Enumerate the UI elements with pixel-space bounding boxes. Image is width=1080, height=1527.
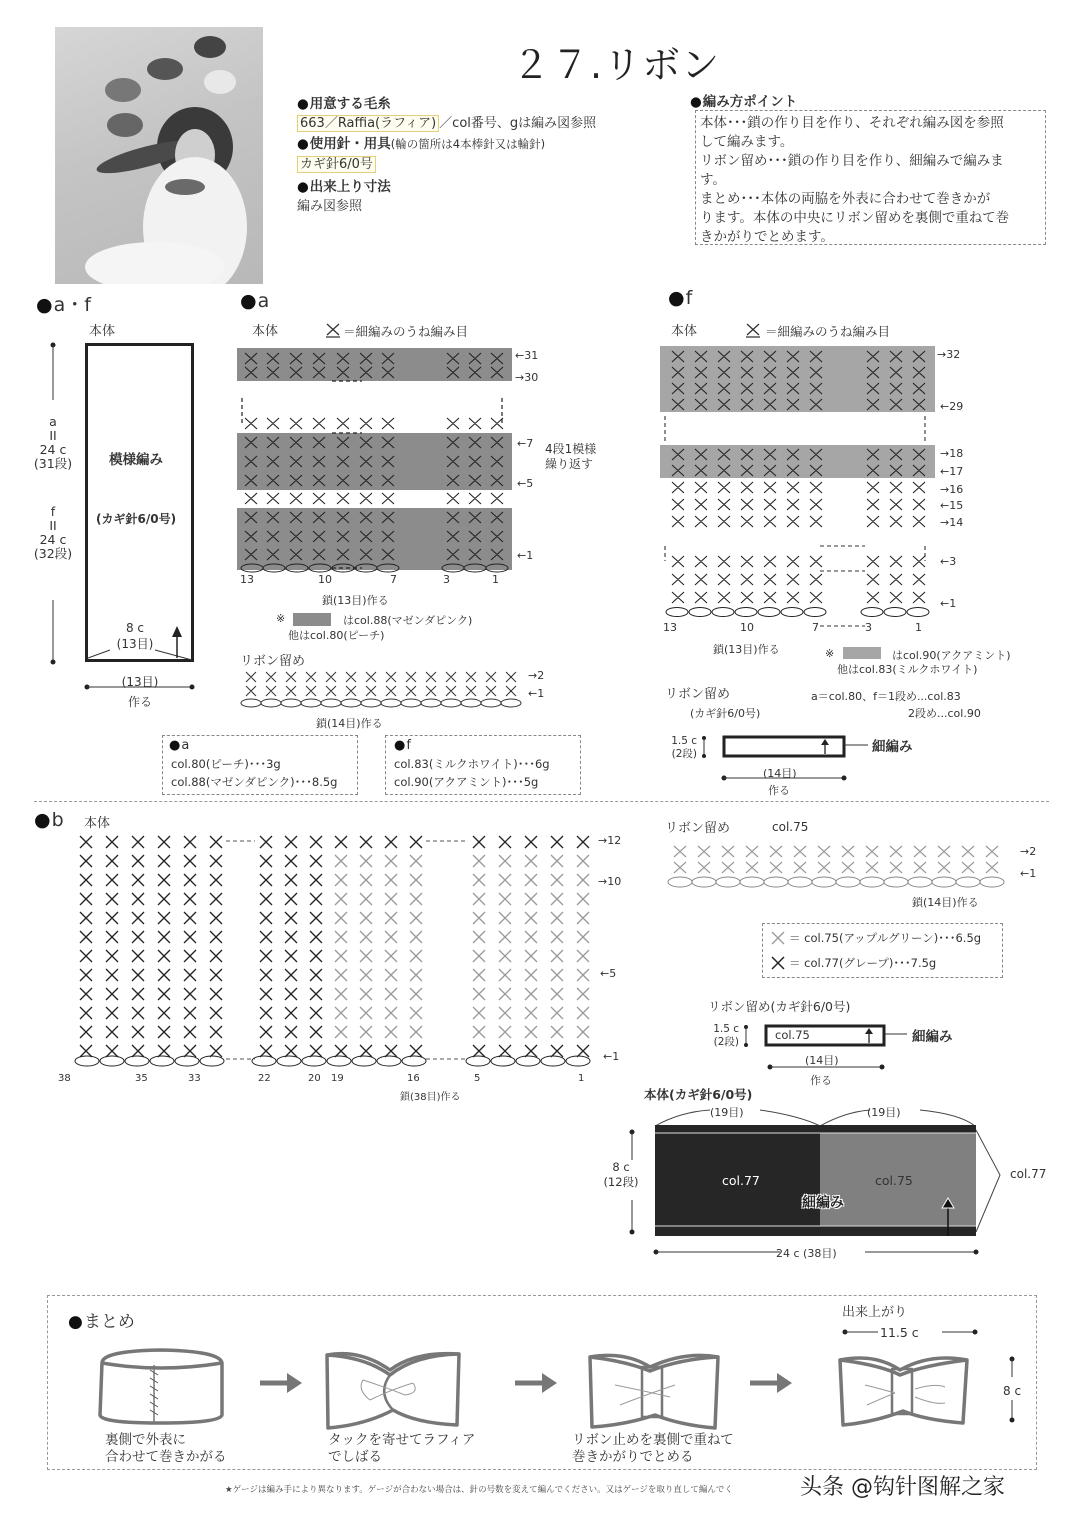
dim-text: a: [49, 414, 57, 429]
b-row-12: →12: [598, 834, 622, 847]
yarn-brand: 663／Raffia(ラフィア): [297, 115, 439, 132]
b-ribbon2-width-stitches: (14目): [805, 1054, 839, 1067]
a-row-7: ←7: [517, 437, 534, 450]
af-needle-label: (カギ針6/0号): [96, 512, 177, 526]
a-shade-swatch: [293, 613, 331, 626]
points-line: きかがりでとめます。: [700, 229, 834, 245]
a-ribbon-chart: [236, 668, 526, 708]
a-stitch-chart: [237, 348, 517, 573]
f-legend: ＝細編みのうね編み目: [765, 324, 891, 339]
b-schematic-right-color: col.75: [875, 1173, 913, 1188]
a-col-10: 10: [318, 573, 332, 586]
dim-text: 作る: [127, 695, 152, 709]
materials-a-lines: [171, 755, 337, 791]
yarn-heading: ● 用意する毛糸: [297, 92, 391, 112]
b-row-5: ←5: [600, 967, 617, 980]
f-stitch-chart: [660, 346, 940, 631]
af-height-f: [30, 505, 76, 561]
f-ribbon-width-make: 作る: [768, 784, 790, 797]
back-loop-sc-icon: [325, 322, 341, 338]
legend-dark: ＝ col.77(グレープ)･･･7.5g: [789, 956, 937, 970]
b-col-1: 1: [578, 1073, 585, 1084]
b-ribbon-chart: [662, 843, 1022, 889]
caption-line: リボン止めを裏側で重ねて: [572, 1432, 734, 1448]
needle-value: [297, 153, 376, 172]
points-line: 本体･･･鎖の作り目を作り、それぞれ編み図を参照: [700, 115, 1004, 131]
b-col-5: 5: [474, 1073, 481, 1084]
arrow-icon: [287, 1373, 302, 1393]
points-line: して編みます。: [700, 134, 794, 150]
f-ribbon-color-1: a＝col.80、f＝1段め...col.83: [811, 690, 961, 703]
b-ribbon2-label: リボン留め(カギ針6/0号): [708, 999, 851, 1014]
b-row-1: ←1: [603, 1050, 620, 1063]
af-pattern-label: 模様編み: [109, 452, 163, 468]
dim-text: (12段): [603, 1175, 639, 1189]
dim-text: (13目): [121, 675, 159, 689]
f-note-mark: ※: [825, 647, 835, 660]
f-row-17: ←17: [940, 465, 964, 478]
dim-text: 1.5 c: [671, 735, 697, 747]
a-col-1: 1: [492, 573, 499, 586]
finishing-step-1-caption: [105, 1432, 227, 1466]
section-af-heading: ● a・f: [36, 290, 91, 317]
f-ribbon-label: リボン留め: [665, 687, 731, 702]
f-shade-swatch: [843, 647, 881, 659]
b-col-38: 38: [58, 1073, 71, 1084]
finishing-heading: ● まとめ: [68, 1307, 135, 1332]
b-schematic-top-right: (19目): [867, 1106, 901, 1119]
dim-text: (2段): [671, 748, 697, 760]
f-row-29: ←29: [940, 400, 964, 413]
a-chain-note: 鎖(13目)作る: [322, 594, 389, 607]
model-photo: [55, 27, 263, 284]
page-title: ２７.リボン: [512, 43, 721, 87]
af-width-inner: [110, 620, 160, 652]
a-repeat-note: [545, 442, 596, 472]
a-note-mark: ※: [276, 612, 286, 625]
finished-dimensions: [840, 1322, 1040, 1432]
a-materials-box: [162, 735, 358, 795]
af-width-bottom: [110, 672, 170, 712]
needle-value-text: カギ針6/0号: [297, 156, 376, 173]
b-col-16: 16: [407, 1073, 420, 1084]
f-row-16: →16: [940, 483, 964, 496]
points-line: まとめ･･･本体の両脇を外表に合わせて巻きかが: [700, 191, 991, 207]
f-col-1: 1: [915, 621, 922, 634]
dim-text: 24 c: [39, 442, 67, 457]
legend-light: ＝ col.75(アップルグリーン)･･･6.5g: [789, 931, 982, 945]
f-chain-note: 鎖(13目)作る: [713, 643, 780, 656]
dim-text: II: [49, 428, 57, 443]
a-col-13: 13: [240, 573, 254, 586]
caption-line: でしばる: [328, 1449, 382, 1465]
a-ribbon-row-1: ←1: [528, 687, 545, 700]
af-body-label: 本体: [89, 324, 116, 339]
points-heading: ● 編み方ポイント: [690, 90, 797, 110]
b-schematic-stitch: 細編み: [802, 1195, 844, 1211]
b-col-22: 22: [258, 1073, 271, 1084]
b-body-schematic: [610, 1100, 1050, 1260]
dim-text: II: [49, 518, 57, 533]
points-box: [695, 110, 1046, 245]
b-ribbon2-stitch: 細編み: [912, 1029, 953, 1045]
back-loop-sc-icon: [745, 322, 761, 338]
b-col-35: 35: [135, 1073, 148, 1084]
b-row-10: →10: [598, 875, 622, 888]
needle-heading-note: (輪の箇所は4本棒針又は輪針): [390, 137, 546, 151]
points-line: リボン留め･･･鎖の作り目を作り、細編みで編みま: [700, 153, 1004, 169]
dim-text: 8 c: [612, 1160, 630, 1174]
dim-text: (31段): [33, 456, 73, 471]
points-text: [696, 111, 1045, 247]
a-ribbon-row-2: →2: [528, 669, 545, 682]
section-divider: [34, 801, 1049, 802]
a-col-7: 7: [390, 573, 397, 586]
caption-line: 巻きかがりでとめる: [572, 1449, 694, 1465]
b-col-19: 19: [331, 1073, 344, 1084]
needle-heading-text: 使用針・用具: [309, 136, 391, 152]
watermark: 头条 @钩针图解之家: [800, 1470, 1005, 1501]
b-ribbon2-inner: col.75: [775, 1028, 810, 1042]
b-legend-box: [762, 923, 1003, 978]
f-row-14: →14: [940, 516, 964, 529]
dim-text: 1.5 c: [713, 1023, 739, 1035]
b-chain-note: 鎖(38目)作る: [400, 1092, 461, 1103]
b-schematic-left-color: col.77: [722, 1173, 760, 1188]
dim-text: (13目): [116, 637, 154, 651]
b-ribbon-chain: 鎖(14目)作る: [912, 896, 979, 909]
a-color-note-1: はcol.88(マゼンダピンク): [343, 614, 473, 627]
b-schematic-top-left: (19目): [710, 1106, 744, 1119]
f-color-note-2: 他はcol.83(ミルクホワイト): [837, 663, 978, 676]
finishing-step-2-caption: [328, 1432, 475, 1466]
caption-line: タックを寄せてラフィア: [328, 1432, 476, 1448]
f-ribbon-stitch: 細編み: [872, 739, 913, 755]
a-color-note-2: 他はcol.80(ピーチ): [288, 629, 385, 642]
b-schematic-edge-color: col.77: [1010, 1167, 1047, 1181]
material-line: col.80(ピーチ)･･･3g: [171, 757, 281, 771]
yarn-info: [297, 112, 596, 131]
note-text: 4段1模様: [545, 442, 597, 456]
a-col-3: 3: [443, 573, 450, 586]
yarn-note: ／col番号、gは編み図参照: [439, 116, 597, 131]
finishing-step-3-caption: [572, 1432, 734, 1466]
b-ribbon2-width-make: 作る: [810, 1074, 832, 1087]
b-schematic-width: 24 c (38目): [776, 1247, 837, 1260]
caption-line: 合わせて巻きかがる: [105, 1449, 227, 1465]
material-line: col.83(ミルクホワイト)･･･6g: [394, 757, 550, 771]
f-col-10: 10: [740, 621, 754, 634]
needle-heading: [297, 132, 545, 152]
f-ribbon-height: [663, 735, 697, 761]
b-col-33: 33: [188, 1073, 201, 1084]
points-line: す。: [700, 172, 726, 188]
f-row-32: →32: [937, 348, 961, 361]
dim-text: 8 c: [125, 621, 145, 635]
f-ribbon-width-stitches: (14目): [763, 767, 797, 780]
section-f-heading: ● f: [668, 287, 692, 309]
f-col-7: 7: [812, 621, 819, 634]
a-row-31: ←31: [515, 349, 539, 362]
af-height-a: [30, 415, 76, 471]
note-text: 繰り返す: [545, 457, 594, 471]
dark-sc-icon: [771, 956, 785, 970]
materials-a-title: ● a: [169, 738, 189, 753]
finished-width: 11.5 c: [880, 1325, 919, 1340]
material-line: col.90(アクアミント)･･･5g: [394, 775, 539, 789]
a-legend: ＝細編みのうね編み目: [343, 324, 469, 339]
b-body-label: 本体: [84, 816, 111, 831]
a-row-1: ←1: [517, 549, 534, 562]
f-ribbon-color-2: 2段め...col.90: [908, 707, 981, 720]
dim-text: 24 c: [39, 532, 67, 547]
a-ribbon-chain: 鎖(14目)作る: [316, 717, 383, 730]
gauge-note: ★ゲージは編み手により異なります。ゲージが合わない場合は、針の号数を変えて編んでください。又はゲージを取り直して編んでく: [225, 1485, 733, 1495]
light-sc-icon: [771, 931, 785, 945]
a-ribbon-label: リボン留め: [240, 654, 306, 669]
f-row-18: →18: [940, 447, 964, 460]
dim-text: (2段): [713, 1036, 739, 1048]
finished-label: 出来上がり: [842, 1305, 908, 1320]
dim-text: (32段): [33, 546, 73, 561]
b-ribbon-label: リボン留め: [665, 821, 731, 836]
b-ribbon-color: col.75: [772, 820, 809, 834]
b-ribbon-row-1: ←1: [1020, 867, 1037, 880]
f-materials-box: [385, 735, 581, 795]
a-body-label: 本体: [252, 324, 279, 339]
section-b-heading: ● b: [34, 809, 64, 831]
b-col-20: 20: [308, 1073, 321, 1084]
photo-illustration: [55, 27, 263, 284]
f-col-13: 13: [663, 621, 677, 634]
size-heading: ● 出来上り寸法: [297, 175, 391, 195]
f-color-note-1: はcol.90(アクアミント): [892, 649, 1011, 662]
f-ribbon-needle: (カギ針6/0号): [690, 707, 761, 720]
f-row-15: ←15: [940, 499, 964, 512]
dim-text: f: [50, 504, 56, 519]
a-row-5: ←5: [517, 477, 534, 490]
b-stitch-chart: [50, 833, 610, 1073]
caption-line: 裏側で外表に: [105, 1432, 186, 1448]
materials-f-lines: [394, 755, 550, 791]
material-line: col.88(マゼンダピンク)･･･8.5g: [171, 775, 338, 789]
finished-height: 8 c: [1003, 1384, 1022, 1398]
f-body-label: 本体: [671, 324, 698, 339]
size-value: 編み図参照: [297, 199, 363, 214]
points-line: ります。本体の中央にリボン留めを裏側で重ねて巻: [700, 210, 1010, 226]
b-ribbon-row-2: →2: [1020, 845, 1037, 858]
a-row-30: →30: [515, 371, 539, 384]
section-a-heading: ● a: [240, 290, 269, 312]
f-row-1: ←1: [940, 597, 957, 610]
materials-f-title: ● f: [394, 738, 411, 753]
b-ribbon2-height: [705, 1023, 739, 1049]
f-col-3: 3: [865, 621, 872, 634]
b-schematic-label: 本体(カギ針6/0号): [644, 1087, 753, 1102]
b-schematic-height: [600, 1160, 642, 1190]
f-row-3: ←3: [940, 555, 957, 568]
